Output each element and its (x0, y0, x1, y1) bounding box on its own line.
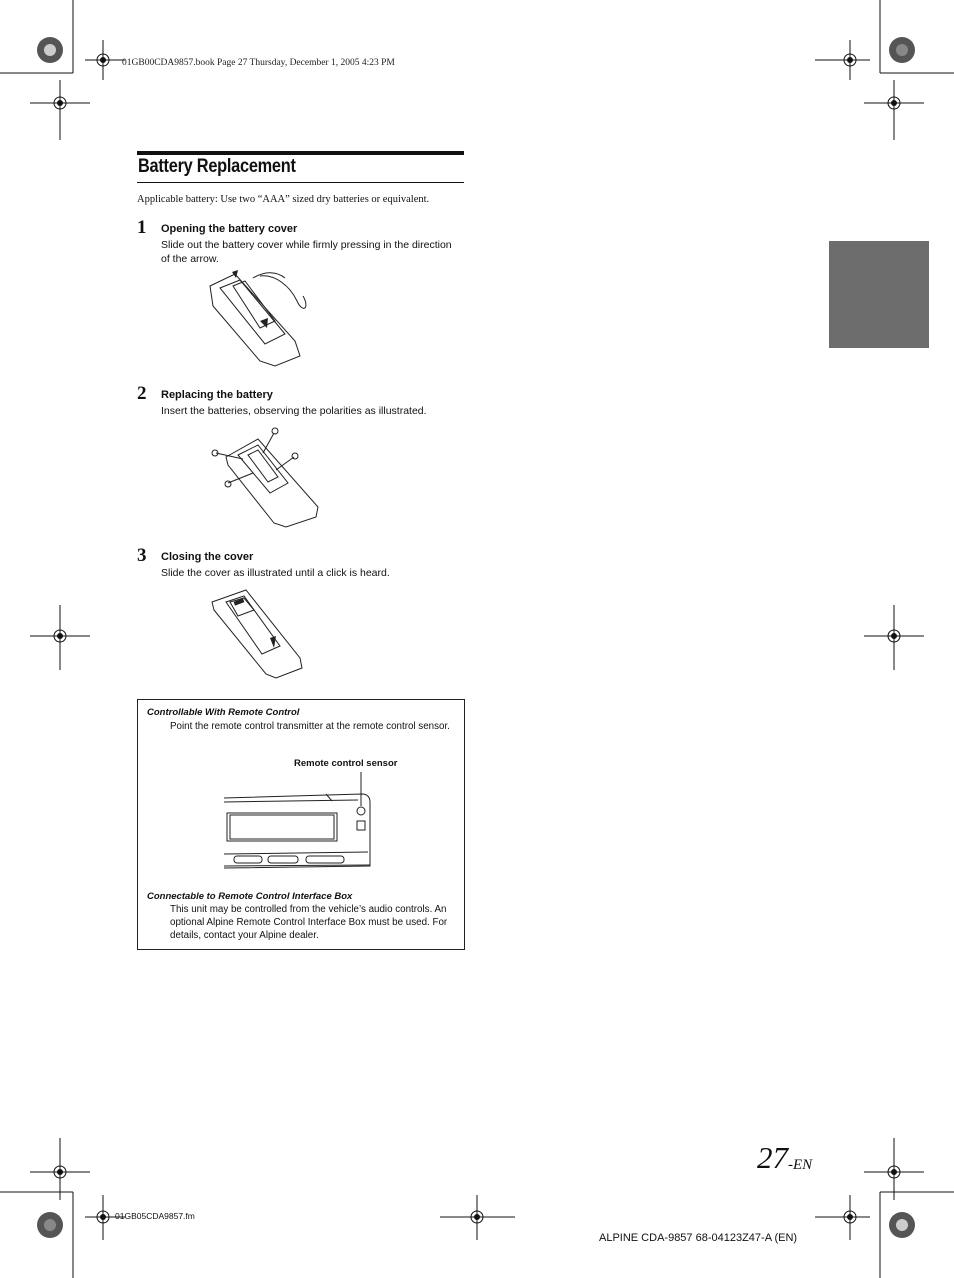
sensor-label: Remote control sensor (294, 758, 398, 769)
intro-text: Applicable battery: Use two “AAA” sized dry batteries or equivalent. (137, 194, 430, 205)
remote-close-cover-illustration (208, 588, 308, 680)
step-1-description: Slide out the battery cover while firmly pressing in the direction of the arrow. (161, 239, 452, 265)
info-text-remote-control: Point the remote control transmitter at the remote control sensor. (170, 721, 450, 732)
remote-battery-insert-illustration (208, 425, 323, 531)
section-tab (829, 241, 929, 348)
step-1-number: 1 (137, 217, 147, 238)
footer-model-code: ALPINE CDA-9857 68-04123Z47-A (EN) (599, 1232, 798, 1244)
info-heading-remote-control: Controllable With Remote Control (147, 707, 300, 718)
page-language-suffix: -EN (788, 1157, 813, 1173)
page-number: 27 (757, 1140, 788, 1175)
print-header: 01GB00CDA9857.book Page 27 Thursday, December 1, 2005 4:23 PM (122, 58, 395, 68)
step-1-title: Opening the battery cover (161, 223, 298, 235)
step-3-number: 3 (137, 545, 147, 566)
step-2-title: Replacing the battery (161, 389, 273, 401)
remote-open-cover-illustration (205, 266, 315, 372)
step-2-number: 2 (137, 383, 147, 404)
footer-file-name: 01GB05CDA9857.fm (115, 1211, 195, 1221)
info-heading-interface-box: Connectable to Remote Control Interface Box (147, 891, 353, 902)
title-bar (137, 151, 464, 155)
step-2-description: Insert the batteries, observing the polarities as illustrated. (161, 405, 427, 417)
step-3-description: Slide the cover as illustrated until a click is heard. (161, 567, 390, 579)
head-unit-illustration (222, 770, 374, 872)
title-rule (137, 182, 464, 183)
section-title: Battery Replacement (138, 156, 296, 177)
info-text-interface-box: This unit may be controlled from the vehicle’s audio controls. An optional Alpine Remote Control Interface Box must be used. For details, contact your Alpine dealer. (170, 904, 448, 941)
step-3-title: Closing the cover (161, 551, 254, 563)
